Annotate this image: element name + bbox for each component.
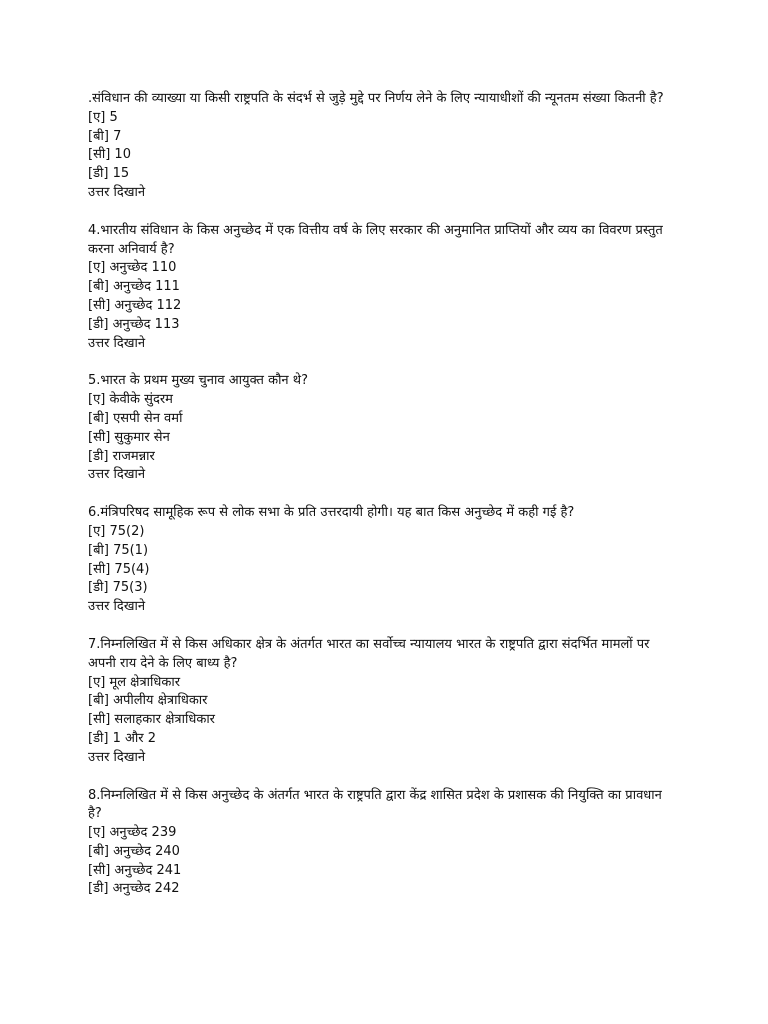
show-answer-link[interactable]: उत्तर दिखाने — [88, 335, 146, 351]
question-block — [88, 222, 688, 354]
show-answer-link[interactable]: उत्तर दिखाने — [88, 467, 146, 483]
question-text: 5.भारत के प्रथम मुख्य चुनाव आयुक्त कौन थे? — [88, 373, 308, 389]
question-text: .संविधान की व्याख्या या किसी राष्ट्रपति के संदर्भ से जुड़े मुद्दे पर निर्णय लेने के लिए न्यायाधीशों की न्यूनतम संख्या कितनी है? — [88, 91, 664, 106]
option-a: [ए] अनुच्छेद 110 — [88, 260, 177, 276]
option-d: [डी] अनुच्छेद 242 — [88, 881, 180, 897]
option-c: [सी] सलाहकार क्षेत्राधिकार — [88, 712, 215, 728]
question-block — [88, 90, 688, 203]
option-d: [डी] 15 — [88, 166, 130, 182]
option-a: [ए] अनुच्छेद 239 — [88, 825, 177, 841]
option-b: [बी] 7 — [88, 128, 122, 144]
option-c: [सी] अनुच्छेद 241 — [88, 862, 182, 878]
option-b: [बी] अनुच्छेद 111 — [88, 279, 180, 295]
option-d: [डी] 1 और 2 — [88, 730, 157, 746]
option-a: [ए] 75(2) — [88, 523, 145, 539]
option-a: [ए] मूल क्षेत्राधिकार — [88, 674, 181, 690]
question-block — [88, 787, 688, 900]
option-d: [डी] 75(3) — [88, 580, 148, 596]
option-c: [सी] 10 — [88, 147, 131, 163]
option-b: [बी] अनुच्छेद 240 — [88, 843, 180, 859]
option-b: [बी] अपीलीय क्षेत्राधिकार — [88, 693, 208, 709]
option-b: [बी] 75(1) — [88, 542, 149, 558]
option-c: [सी] अनुच्छेद 112 — [88, 297, 182, 313]
question-block — [88, 372, 688, 485]
option-d: [डी] अनुच्छेद 113 — [88, 316, 180, 332]
option-a: [ए] केवीके सुंदरम — [88, 392, 173, 408]
question-text: 7.निम्नलिखित में से किस अधिकार क्षेत्र के अंतर्गत भारत का सर्वोच्च न्यायालय भारत के राष्ट्रपति द्वारा संदर्भित मामलों पर अपनी राय देने के लिए बाध्य है? — [88, 636, 650, 671]
option-b: [बी] एसपी सेन वर्मा — [88, 410, 183, 426]
show-answer-link[interactable]: उत्तर दिखाने — [88, 599, 146, 615]
question-text: 4.भारतीय संविधान के किस अनुच्छेद में एक वित्तीय वर्ष के लिए सरकार की अनुमानित प्राप्तियों और व्यय का विवरण प्रस्तुत करना अनिवार्य है? — [88, 222, 663, 257]
option-d: [डी] राजमन्नार — [88, 448, 155, 464]
question-text: 6.मंत्रिपरिषद सामूहिक रूप से लोक सभा के प्रति उत्तरदायी होगी। यह बात किस अनुच्छेद में कही गई है? — [88, 505, 575, 521]
option-c: [सी] सुकुमार सेन — [88, 429, 170, 445]
question-text: 8.निम्नलिखित में से किस अनुच्छेद के अंतर्गत भारत के राष्ट्रपति द्वारा केंद्र शासित प्रदेश के प्रशासक की नियुक्ति का प्रावधान है? — [88, 787, 662, 822]
show-answer-link[interactable]: उत्तर दिखाने — [88, 184, 146, 200]
question-block — [88, 636, 688, 768]
show-answer-link[interactable]: उत्तर दिखाने — [88, 749, 146, 765]
question-block — [88, 504, 688, 617]
question-list — [88, 90, 688, 918]
option-a: [ए] 5 — [88, 109, 118, 125]
option-c: [सी] 75(4) — [88, 561, 150, 577]
